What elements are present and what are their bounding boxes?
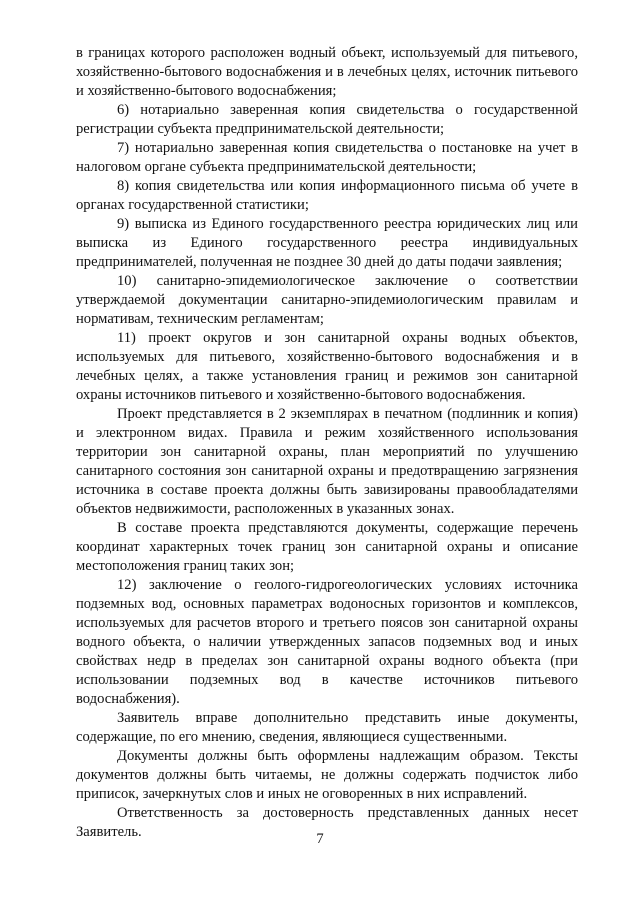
paragraph-responsibility: Ответственность за достоверность представленных данных несет Заявитель. [76,805,578,840]
paragraph-source-location: в границах которого расположен водный объект, используемый для питьевого, хозяйственно-бытового водоснабжения и в лечебных целях, источник питьевого и хозяйственно-бытового водоснабжения; [76,45,578,99]
paragraph-project-contents: В составе проекта представляются документы, содержащие перечень координат характерных точек границ зон санитарной охраны и описание местоположения границ таких зон; [76,520,578,574]
paragraph-item-11: 11) проект округов и зон санитарной охраны водных объектов, используемых для питьевого, хозяйственно-бытового водоснабжения и в лечебных целях, а также установления границ и режимов зон санитарной охраны источников питьевого и хозяйственно-бытового водоснабжения. [76,330,578,403]
document-page [76,44,578,842]
paragraph-item-9: 9) выписка из Единого государственного реестра юридических лиц или выписка из Единого государственного реестра индивидуальных предпринимателей, полученная не позднее 30 дней до даты подачи заявления; [76,216,578,270]
paragraph-item-6: 6) нотариально заверенная копия свидетельства о государственной регистрации субъекта предпринимательской деятельности; [76,102,578,137]
paragraph-item-8: 8) копия свидетельства или копия информационного письма об учете в органах государственной статистики; [76,178,578,213]
paragraph-project-copies: Проект представляется в 2 экземплярах в печатном (подлинник и копия) и электронном видах. Правила и режим хозяйственного использования территории зон санитарной охраны, план мероприятий по улучшению санитарного состояния зон санитарной охраны и предотвращению загрязнения источника в составе проекта должны быть завизированы правообладателями объектов недвижимости, расположенных в указанных зонах. [76,406,578,517]
paragraph-additional-documents: Заявитель вправе дополнительно представить иные документы, содержащие, по его мнению, сведения, являющиеся существенными. [76,710,578,745]
page-number: 7 [316,831,324,847]
paragraph-item-7: 7) нотариально заверенная копия свидетельства о постановке на учет в налоговом органе субъекта предпринимательской деятельности; [76,140,578,175]
paragraph-item-10: 10) санитарно-эпидемиологическое заключение о соответствии утверждаемой документации санитарно-эпидемиологическим правилам и нормативам, техническим регламентам; [76,273,578,327]
paragraph-document-requirements: Документы должны быть оформлены надлежащим образом. Тексты документов должны быть читаемы, не должны содержать подчисток либо приписок, зачеркнутых слов и иных не оговоренных в них исправлений. [76,748,578,802]
paragraph-item-12: 12) заключение о геолого-гидрогеологических условиях источника подземных вод, основных параметрах водоносных горизонтов и комплексов, используемых для расчетов второго и третьего поясов зон санитарной охраны водного объекта, о наличии утвержденных запасов подземных вод и иных свойствах недр в пределах зон санитарной охраны водного объекта (при использовании подземных вод в качестве источников питьевого водоснабжения). [76,577,578,707]
